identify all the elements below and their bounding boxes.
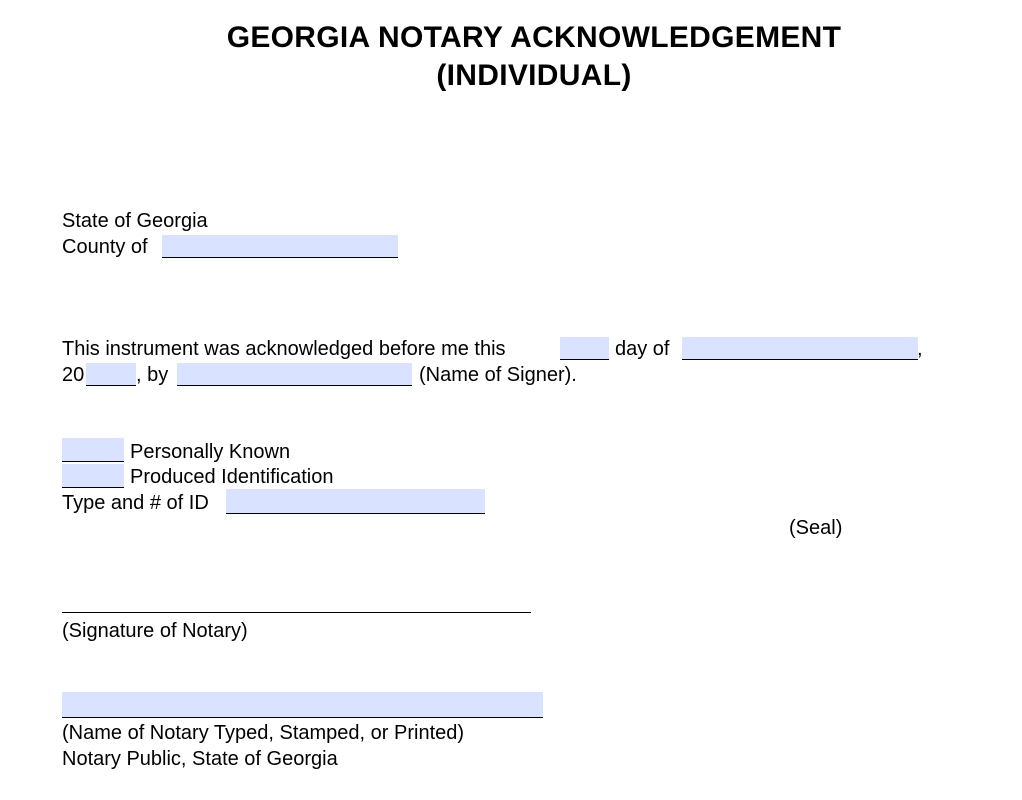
county-label: County of — [62, 236, 148, 258]
signer-caption: (Name of Signer). — [419, 364, 577, 386]
notary-title-line: Notary Public, State of Georgia — [62, 748, 338, 770]
notary-name-field[interactable] — [62, 692, 543, 718]
signer-name-field[interactable] — [177, 363, 412, 386]
day-field[interactable] — [560, 337, 609, 360]
signature-caption: (Signature of Notary) — [62, 620, 248, 642]
personally-known-label: Personally Known — [130, 441, 291, 463]
year-prefix: 20 — [62, 364, 85, 386]
seal-label: (Seal) — [789, 517, 843, 539]
produced-id-label: Produced Identification — [130, 466, 334, 488]
id-type-field[interactable] — [226, 489, 485, 514]
month-field[interactable] — [682, 337, 918, 360]
form-title: GEORGIA NOTARY ACKNOWLEDGEMENT — [226, 21, 842, 54]
produced-id-field[interactable] — [62, 464, 124, 488]
state-line: State of Georgia — [62, 210, 208, 232]
form-subtitle: (INDIVIDUAL) — [436, 59, 632, 92]
year-field[interactable] — [86, 363, 136, 386]
acknowledgment-text: This instrument was acknowledged before me this — [62, 338, 506, 360]
signature-line — [62, 612, 531, 613]
comma: , — [917, 338, 923, 360]
by-label: , by — [136, 364, 169, 386]
day-of-label: day of — [615, 338, 670, 360]
county-field[interactable] — [162, 235, 398, 258]
personally-known-field[interactable] — [62, 438, 124, 462]
notary-name-caption: (Name of Notary Typed, Stamped, or Printed) — [62, 722, 465, 744]
id-type-label: Type and # of ID — [62, 492, 209, 514]
